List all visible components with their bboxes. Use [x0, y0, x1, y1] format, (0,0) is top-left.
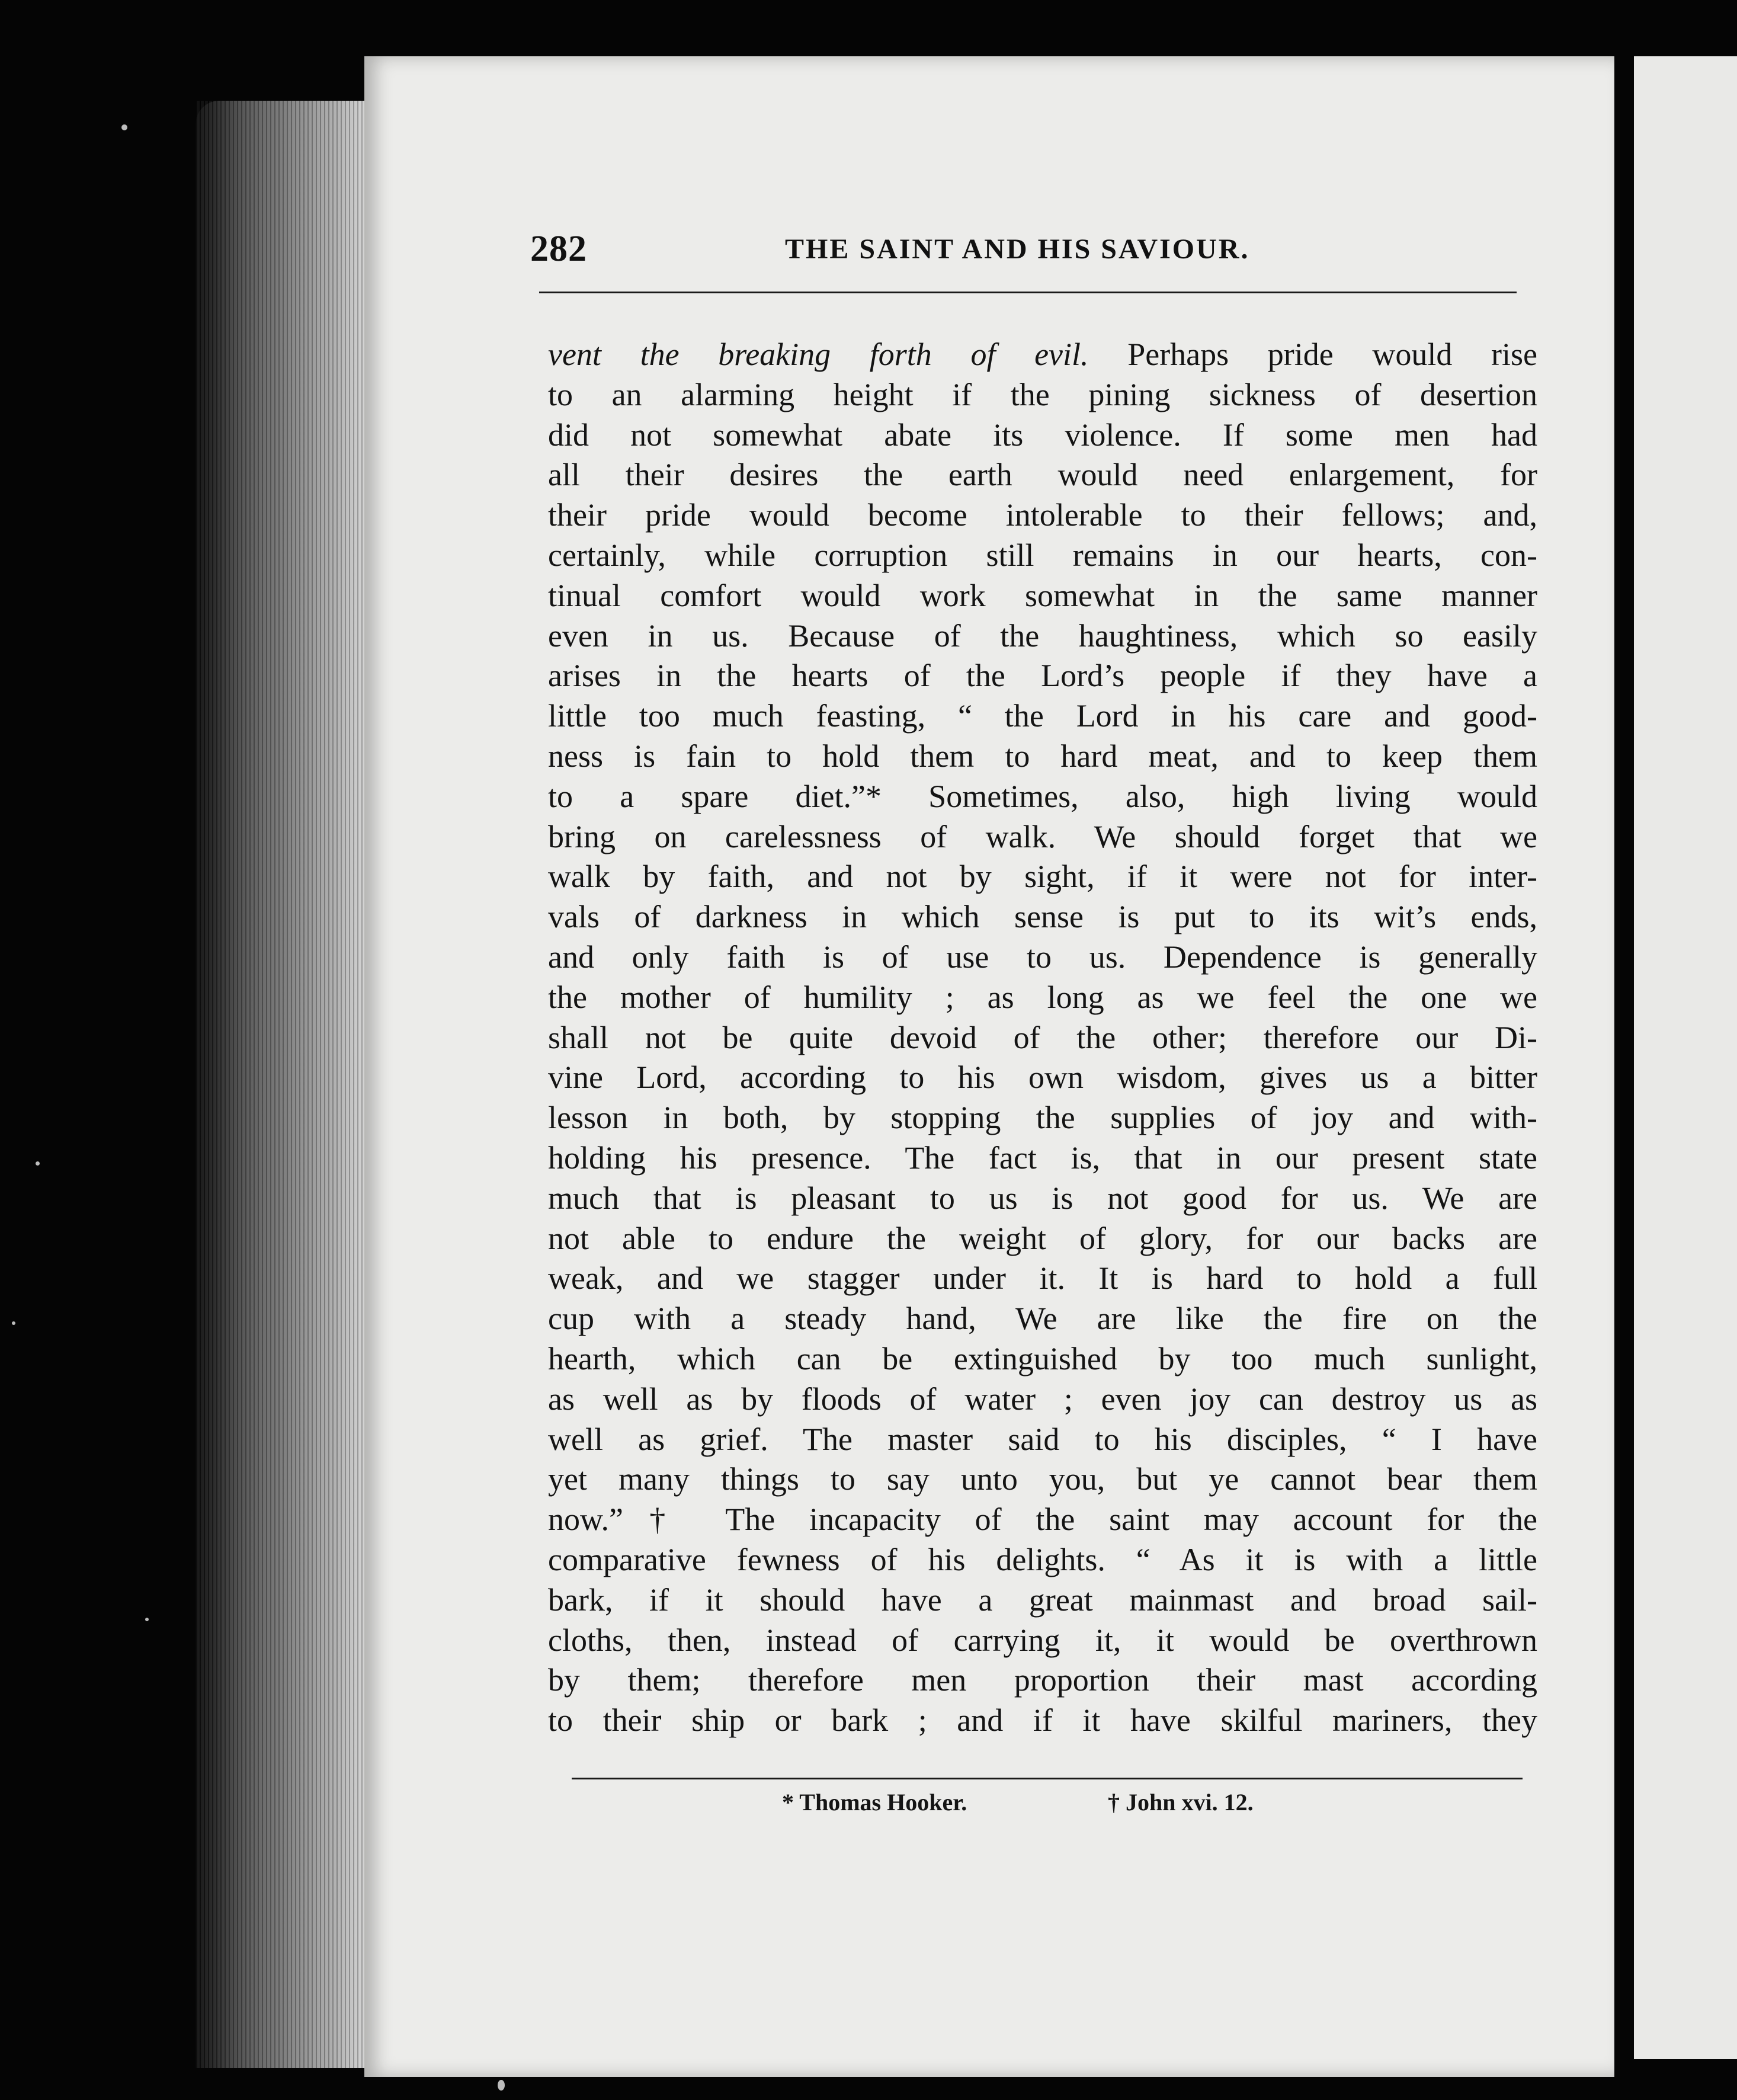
line-text: bring on carelessness of walk. We should forget that we	[548, 818, 1537, 854]
text-line	[548, 1299, 1537, 1339]
line-text: the mother of humility ; as long as we feel the one we	[548, 979, 1537, 1015]
text-line	[548, 616, 1537, 657]
text-line	[548, 415, 1537, 456]
line-text: to an alarming height if the pining sickness of desertion	[548, 376, 1537, 412]
text-line	[548, 817, 1537, 857]
text-line	[548, 1259, 1537, 1299]
running-head: THE SAINT AND HIS SAVIOUR.	[785, 233, 1250, 265]
scan-speck	[498, 2080, 505, 2091]
line-text: as well as by floods of water ; even joy can destroy us as	[548, 1381, 1537, 1417]
line-text: weak, and we stagger under it. It is hard to hold a full	[548, 1260, 1537, 1297]
text-line	[548, 1179, 1537, 1219]
text-line	[548, 1500, 1537, 1540]
line-text: hearth, which can be extinguished by too much sunlight,	[548, 1340, 1537, 1376]
text-line	[548, 576, 1537, 616]
footnotes	[770, 1788, 1540, 1824]
line-text: all their desires the earth would need enlargement, for	[548, 457, 1537, 493]
text-line	[548, 1379, 1537, 1420]
line-text: tinual comfort would work somewhat in the same manner	[548, 577, 1537, 613]
text-line	[548, 1138, 1537, 1179]
footnote-thomas-hooker: * Thomas Hooker.	[782, 1789, 967, 1816]
line-text: now.”† The incapacity of the saint may account for the	[548, 1502, 1537, 1538]
text-line	[548, 737, 1537, 777]
text-line	[548, 656, 1537, 696]
italic-phrase: vent the breaking forth of evil.	[548, 337, 1089, 372]
line-text: by them; therefore men proportion their mast according	[548, 1662, 1537, 1698]
line-text: arises in the hearts of the Lord’s people if they have a	[548, 658, 1537, 694]
line-text: holding his presence. The fact is, that in our present state	[548, 1139, 1537, 1176]
text-line	[548, 1621, 1537, 1661]
page-number: 282	[530, 229, 587, 269]
line-text: little too much feasting, “ the Lord in his care and good-	[548, 698, 1537, 734]
line-text: walk by faith, and not by sight, if it were not for inter-	[548, 859, 1537, 895]
line-text: to their ship or bark ; and if it have skilful mariners, they	[548, 1702, 1537, 1739]
line-text: bark, if it should have a great mainmast and broad sail-	[548, 1582, 1537, 1618]
scan-speck	[36, 1161, 40, 1166]
text-line	[548, 1219, 1537, 1259]
line-text: lesson in both, by stopping the supplies of joy and with-	[548, 1100, 1537, 1136]
text-line	[548, 978, 1537, 1018]
line-text: cup with a steady hand, We are like the fire on the	[548, 1301, 1537, 1337]
line-text: ness is fain to hold them to hard meat, and to keep them	[548, 738, 1537, 774]
text-line	[548, 1339, 1537, 1379]
line-text: cloths, then, instead of carrying it, it would be overthrown	[548, 1622, 1537, 1658]
line-text: certainly, while corruption still remains in our hearts, con-	[548, 537, 1537, 573]
scan-speck	[121, 124, 127, 130]
line-text: their pride would become intolerable to their fellows; and,	[548, 497, 1537, 533]
text-line	[548, 696, 1537, 737]
page-header	[530, 228, 1502, 276]
text-line	[548, 1660, 1537, 1701]
text-line	[548, 536, 1537, 576]
scan-speck	[145, 1618, 149, 1621]
text-line	[548, 1018, 1537, 1058]
body-text	[548, 335, 1537, 1741]
text-line	[548, 495, 1537, 536]
footnote-rule	[572, 1778, 1523, 1779]
adjacent-page-edge	[1634, 56, 1737, 2059]
text-line	[548, 937, 1537, 978]
text-line	[548, 1540, 1537, 1580]
scan-speck	[12, 1321, 15, 1325]
text-line	[548, 777, 1537, 817]
text-line	[548, 375, 1537, 415]
text-line	[548, 1701, 1537, 1741]
line-text: to a spare diet.”* Sometimes, also, high living would	[548, 778, 1537, 814]
line-text: and only faith is of use to us. Dependence is generally	[548, 939, 1537, 975]
line-text: Perhaps pride would rise	[1088, 337, 1538, 372]
line-text: comparative fewness of his delights. “ As it is with a little	[548, 1541, 1537, 1577]
line-text: did not somewhat abate its violence. If some men had	[548, 417, 1537, 453]
text-line	[548, 857, 1537, 897]
text-line	[548, 1580, 1537, 1621]
line-text: not able to endure the weight of glory, for our backs are	[548, 1220, 1537, 1256]
text-line	[548, 1098, 1537, 1138]
text-line	[548, 1420, 1537, 1460]
text-line	[548, 1459, 1537, 1500]
line-text: yet many things to say unto you, but ye cannot bear them	[548, 1461, 1537, 1497]
header-rule	[539, 292, 1517, 293]
line-text: even in us. Because of the haughtiness, which so easily	[548, 617, 1537, 654]
line-text: much that is pleasant to us is not good for us. We are	[548, 1180, 1537, 1216]
text-line	[548, 1058, 1537, 1098]
text-line	[548, 897, 1537, 937]
text-line	[548, 455, 1537, 495]
line-text: well as grief. The master said to his disciples, “ I have	[548, 1421, 1537, 1457]
line-text: vine Lord, according to his own wisdom, gives us a bitter	[548, 1059, 1537, 1096]
line-text: shall not be quite devoid of the other; therefore our Di-	[548, 1019, 1537, 1055]
text-line	[548, 335, 1537, 375]
footnote-john: † John xvi. 12.	[1108, 1789, 1254, 1816]
line-text: vals of darkness in which sense is put to its wit’s ends,	[548, 899, 1537, 935]
book-page-edges	[196, 101, 367, 2068]
